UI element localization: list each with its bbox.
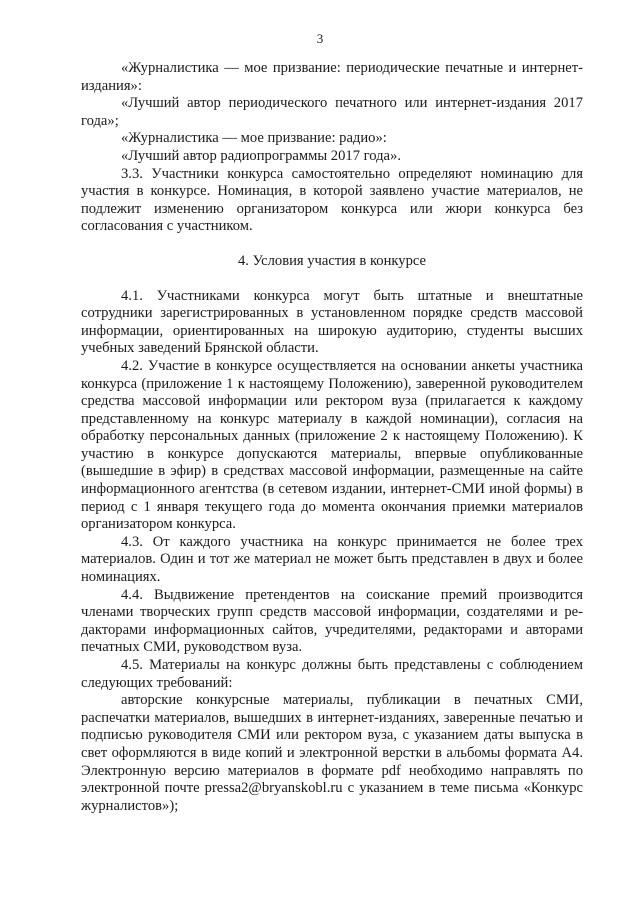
document-body — [81, 60, 583, 815]
paragraph-best-author-print: «Лучший автор периодического печатного или интернет-издания 2017 года»; — [81, 95, 583, 129]
paragraph-best-author-radio: «Лучший автор радиопрограммы 2017 года». — [121, 147, 401, 164]
paragraph-nomination-print: «Журналистика — мое призвание: периодические печатные и интернет-издания»: — [81, 60, 583, 94]
paragraph-4-3: 4.3. От каждого участника на конкурс принимается не более трех материалов. Один и тот же материал не может быть представлен в двух и более номинациях. — [81, 533, 583, 586]
paragraph-requirements: авторские конкурсные материалы, публикации в печатных СМИ, распечатки материалов, вышедших в интернет-изданиях, заверенные печатью и подписью руководителя СМИ или ректором вуза, с указанием даты выпуска в свет оформляются в виде копий и электронной верстки в альбомы формата А4. Электронную версию материалов в формате pdf необходимо направлять по электронной почте pressa2@bryanskobl.ru с указанием в теме письма «Конкурс журналистов»); — [81, 692, 583, 814]
paragraph-4-2: 4.2. Участие в конкурсе осуществляется на основании анкеты участника конкурса (приложение 1 к настоящему Положению), заверенной руководителем средства массовой информации или ректором вуза (прилагается к каждому представленному на конкурс материалу в каждой номинации), согласия на обработку персональных данных (приложение 2 к настоящему Положению). К участию в конкурсе допускаются материалы, впервые опубликованные (вышедшие в эфир) в средствах массовой информации, размещенные на сайте информационного агентства (в сетевом издании, интернет-СМИ иной формы) в период с 1 января текущего года до момента окончания приемки материалов организатором конкурса. — [81, 357, 583, 533]
page-number: 3 — [316, 31, 324, 46]
paragraph-4-5: 4.5. Материалы на конкурс должны быть представлены с соблюдением следующих требований: — [81, 657, 583, 691]
paragraph-4-1: 4.1. Участниками конкурса могут быть штатные и внештатные сотрудники зарегистрированных в установленном порядке средств массовой информации, ориентированных на широкую аудиторию, студенты высших учебных заведений Брянской области. — [81, 287, 583, 357]
paragraph-3-3: 3.3. Участники конкурса самостоятельно определяют номинацию для участия в конкурсе. Номинация, в которой заявлено участие материалов, не подлежит изменению организатором конкурса или жюри конкурса без согласования с участником. — [81, 165, 583, 235]
paragraph-nomination-radio: «Журналистика — мое призвание: радио»: — [121, 130, 387, 147]
section-heading: 4. Условия участия в конкурсе — [237, 252, 427, 269]
paragraph-4-4: 4.4. Выдвижение претендентов на соискание премий производится членами творческих групп средств массовой информации, создателями и редакторами информационных сайтов, учредителями, редакторами и авторами печатных СМИ, руководством вуза. — [81, 586, 583, 656]
